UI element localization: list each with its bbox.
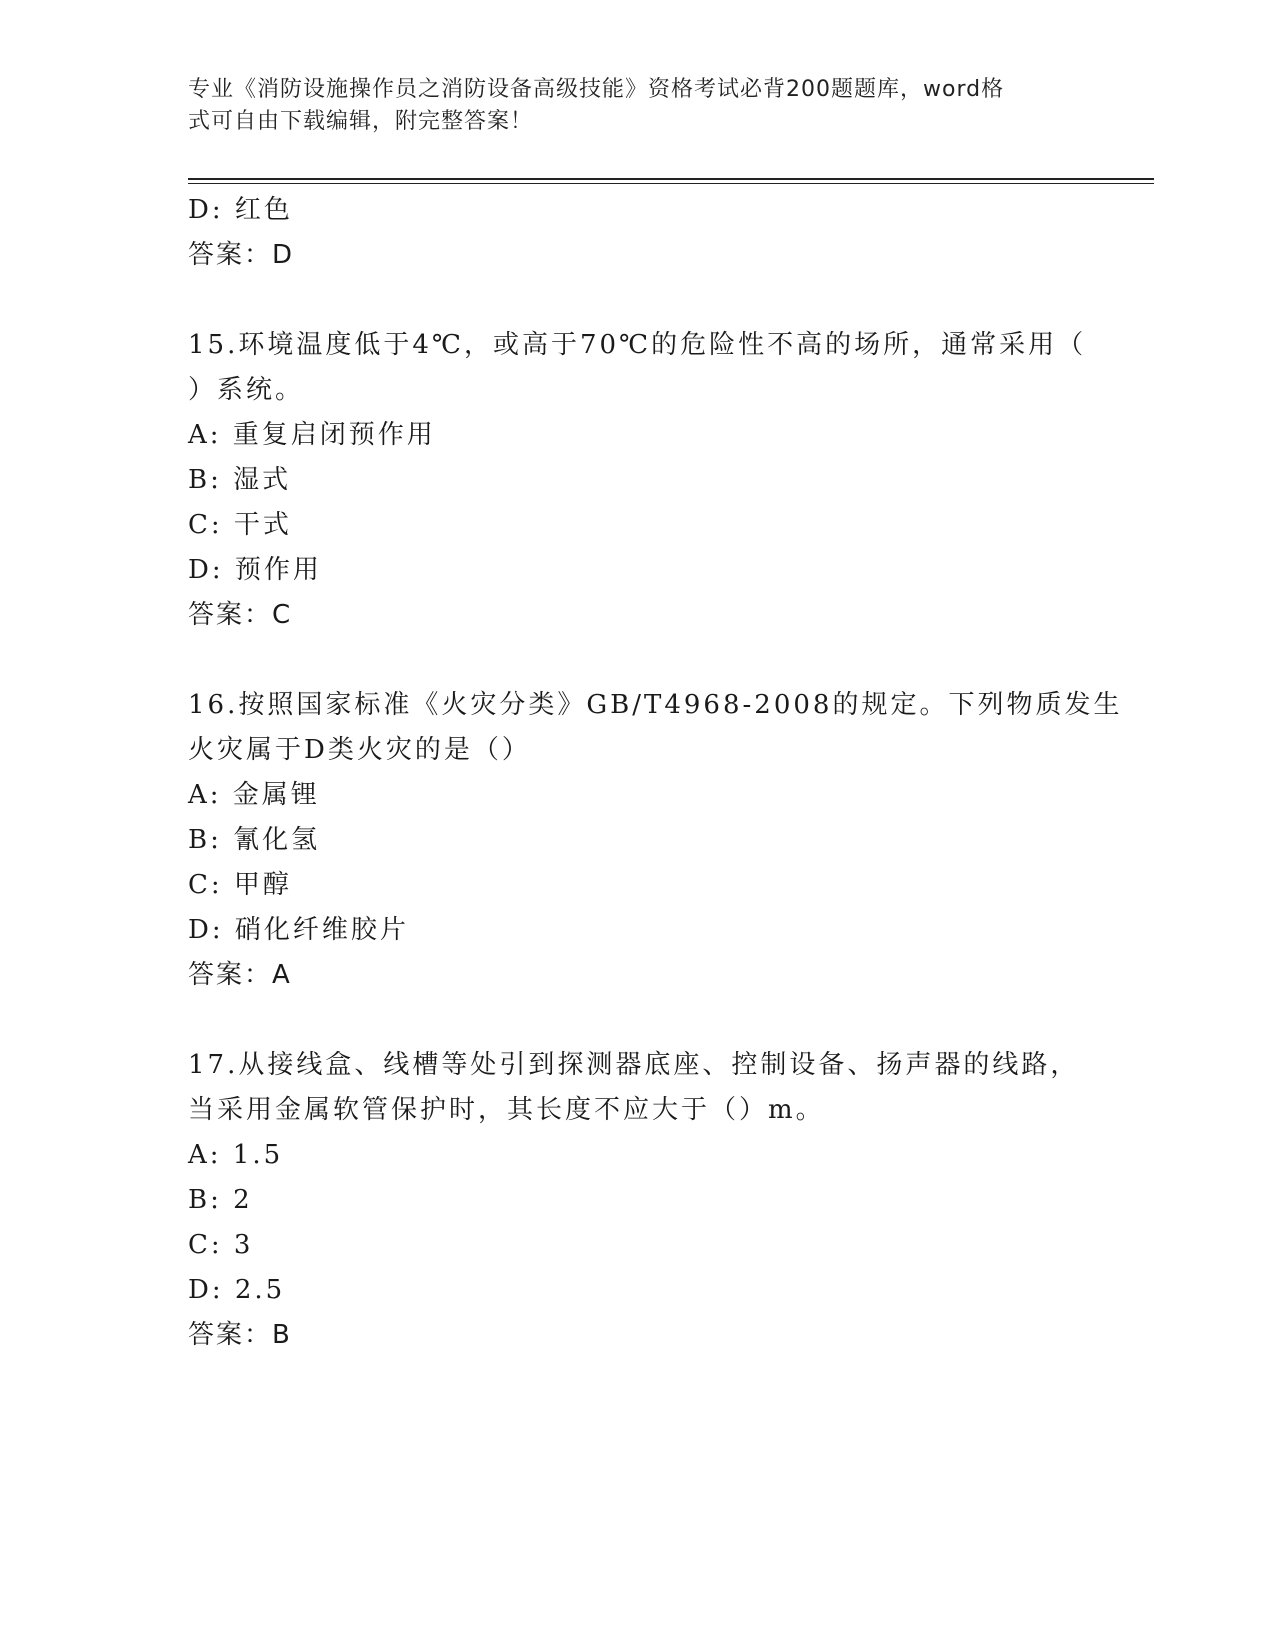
option-d: D: 预作用: [188, 555, 322, 585]
option-d: D: 硝化纤维胶片: [188, 915, 409, 945]
option-b: B: 2: [188, 1185, 253, 1215]
question-15: [188, 323, 1088, 638]
answer-line: 答案：C: [188, 600, 293, 630]
option-b: B: 湿式: [188, 465, 292, 495]
option-c: C: 3: [188, 1230, 254, 1260]
answer-line: 答案：B: [188, 1320, 292, 1350]
header-divider-thin: [188, 183, 1154, 184]
spacer: [188, 278, 1088, 323]
question-text-line-1: 17.从接线盒、线槽等处引到探测器底座、控制设备、扬声器的线路，: [188, 1050, 1080, 1080]
question-16: [188, 683, 1123, 998]
question-content: [188, 188, 1123, 1358]
question-17: [188, 1043, 1088, 1358]
option-a: A: 1.5: [188, 1140, 284, 1170]
option-a: A: 金属锂: [188, 780, 320, 810]
option-d: D: 红色: [188, 195, 293, 225]
spacer: [188, 638, 1088, 683]
header-line-2: 式可自由下载编辑，附完整答案！: [188, 109, 534, 134]
question-text-line-2: 当采用金属软管保护时，其长度不应大于（）m。: [188, 1095, 825, 1125]
header-line-1: 专业《消防设施操作员之消防设备高级技能》资格考试必背200题题库，word格: [188, 77, 1005, 102]
spacer: [188, 998, 1088, 1043]
option-d: D: 2.5: [188, 1275, 286, 1305]
answer-line: 答案：A: [188, 960, 292, 990]
previous-question-tail: [188, 188, 1088, 278]
question-text-line-2: 火灾属于D类火灾的是（）: [188, 735, 531, 765]
header-divider-thick: [188, 178, 1154, 180]
answer-line: 答案：D: [188, 240, 295, 270]
question-text-line-2: ）系统。: [188, 375, 305, 405]
document-header: [188, 74, 1068, 138]
option-b: B: 氰化氢: [188, 825, 321, 855]
option-c: C: 干式: [188, 510, 292, 540]
option-a: A: 重复启闭预作用: [188, 420, 436, 450]
question-text-line-1: 15.环境温度低于4℃，或高于70℃的危险性不高的场所，通常采用（: [188, 330, 1087, 360]
question-text-line-1: 16.按照国家标准《火灾分类》GB/T4968-2008的规定。下列物质发生: [188, 690, 1123, 720]
option-c: C: 甲醇: [188, 870, 292, 900]
